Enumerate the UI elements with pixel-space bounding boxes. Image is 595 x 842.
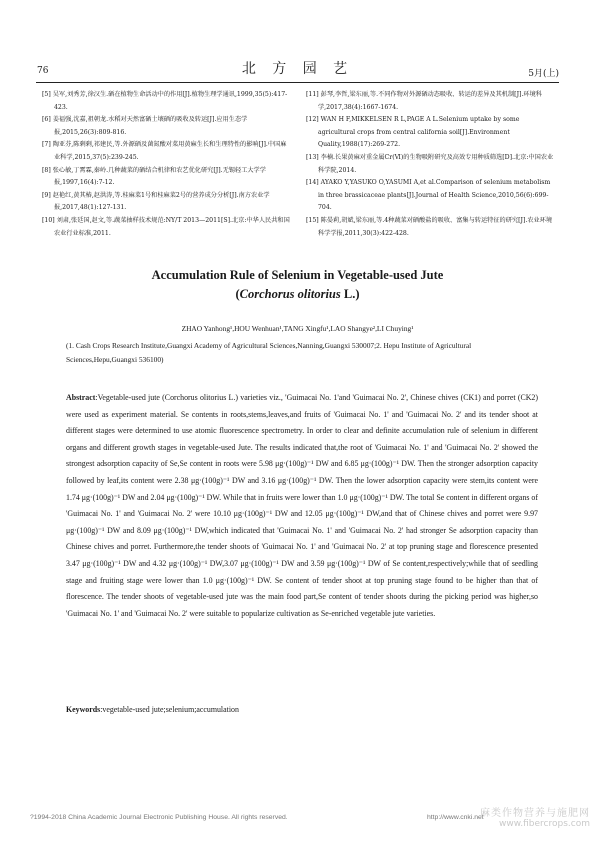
author-list: ZHAO Yanhong¹,HOU Wenhuan¹,TANG Xingfu¹,LAO Shangye²,LI Chuying¹ bbox=[181, 324, 414, 333]
watermark-line-2: www.fibercrops.com bbox=[499, 819, 590, 829]
reference-item: [15] 陈晏莉,胡斌,梁东丽,等.4种蔬菜对硒酸盐的吸收、富集与转运特征的研究[J].农业环境科学学报,2011,30(3):422-428. bbox=[306, 216, 553, 237]
reference-item: [13] 李楠.长果黄麻对重金属Cr(Ⅵ)的生物吸附研究及高效专用种质筛选[D].北京:中国农业科学院,2014. bbox=[306, 153, 554, 174]
issue-label: 5月(上) bbox=[528, 69, 559, 79]
reference-item: [8] 张心敏,丁霄霖,秦岭.几种蔬菜的硒结合机律和农艺优化研究[J].无锡轻工大学学报,1997,16(4):7-12. bbox=[42, 166, 266, 187]
species-name: Corchorus olitorius bbox=[239, 287, 341, 301]
references-right-column bbox=[306, 89, 558, 240]
copyright-footer: ?1994-2018 China Academic Journal Electronic Publishing House. All rights reserved. bbox=[30, 814, 288, 821]
abstract-text: :Vegetable-used jute (Corchorus olitorius L.) varieties viz., 'Guimacai No. 1'and 'Guimacai No. 2', Chinese chives (CK1) and porret (CK2) were used as experiment material. Se contents in roots,stems,leaves,and fruits of 'Guimacai No. 1' and 'Guimacai No. 2' and its tender shoot at different stages were determined to use atomic fluorescence spectrometry. In order to clear and definite accumulation rule of selenium in different organs and different growth stages in vegetable-used Jute. The results indicated that,the root of 'Guimacai No. 1' and 'Guimacai No. 2' showed the strongest adsorption capacity of Se,Se content in roots were 5.98 μg·(100g)⁻¹ DW and 6.85 μg·(100g)⁻¹ DW. Then the stronger adsorption capacity followed by leaf,its content were 2.38 μg·(100g)⁻¹ DW and 3.16 μg·(100g)⁻¹ DW. Then the lower adsorption capacity were stem,its content were 1.74 μg·(100g)⁻¹ DW and 2.04 μg·(100g)⁻¹ DW. While that in fruits were lower than 1.0 μg·(100g)⁻¹ DW. The total Se content in different organs of 'Guimacai No. 1' and 'Guimacai No. 2' were 10.10 μg·(100g)⁻¹ DW and 12.05 μg·(100g)⁻¹ DW,and that of Chinese chives and porret were 9.97 μg·(100g)⁻¹ DW and 8.09 μg·(100g)⁻¹ DW,which indicated that 'Guimacai No. 1' and 'Guimacai No. 2' had stronger Se adsorption capacity than Chinese chives and porret. Furthermore,the tender shoots of 'Guimacai No. 1' and 'Guimacai No. 2' at top pruning stage and florescence presented 3.47 μg·(100g)⁻¹ DW and 4.32 μg·(100g)⁻¹ DW,3.07 μg·(100g)⁻¹ DW and 3.59 μg·(100g)⁻¹ DW of Se content,respectively;while that of seedling stage and fruiting stage were lower than 1.0 μg·(100g)⁻¹ DW. Se content of tender shoot at top pruning stage found to be higher than that of florescence. The tender shoots of vegetable-used jute was the main food part,Se content of tender shoots during the picking period was higher,so 'Guimacai No. 1' and 'Guimacai No. 2' were suitable to popularize cultivation as Se-enriched vegetable jute varieties. bbox=[66, 393, 538, 618]
watermark-line-1: 麻类作物营养与施肥网 bbox=[480, 808, 590, 819]
footer-url: http://www.cnki.net bbox=[427, 814, 484, 821]
page-number: 76 bbox=[37, 66, 49, 76]
subtitle-open-paren: ( bbox=[235, 287, 240, 301]
keywords-text: :vegetable-used jute;selenium;accumulation bbox=[100, 705, 239, 714]
reference-item: [12] WAN H F,MIKKELSEN R L,PAGE A L.Selenium uptake by some agricultural crops from central california soil[J].Environment Quality,1988(17):269-272. bbox=[306, 116, 520, 149]
abstract bbox=[66, 390, 538, 622]
reference-item: [6] 姜福强,沈嘉,祖朝龙.水稻对天然富硒土壤硒的吸收及转运[J].应用生态学报,2015,26(3):809-816. bbox=[42, 116, 248, 136]
article-subtitle bbox=[0, 287, 595, 302]
watermark bbox=[470, 804, 590, 829]
reference-item: [9] 赵艳红,黄其椿,赵洪涛,等.桂麻菜1号和桂麻菜2号的营养成分分析[J].南方农业学报,2017,48(1):127-131. bbox=[42, 191, 270, 212]
subtitle-close: L.) bbox=[340, 287, 360, 301]
reference-item: [11] 彭琴,李哲,梁东丽,等.不同作物对外源硒动态吸收、转运的差异及其机制[J].环境科学,2017,38(4):1667-1674. bbox=[306, 91, 542, 111]
reference-item: [10] 刘肃,张廷国,赵文,等.蔬菜抽样技术规范:NY/T 2013—2011[S].北京:中华人民共和国农业行业标准,2011. bbox=[42, 216, 290, 237]
reference-item: [7] 陶亚芬,陈剩剩,祁建民,等.外源硒及菌氮酸对菜用黄麻生长和生理特性的影响[J].中国麻业科学,2015,37(5):239-245. bbox=[42, 141, 287, 161]
references-left-column bbox=[42, 89, 290, 240]
keywords bbox=[66, 705, 538, 714]
article-title: Accumulation Rule of Selenium in Vegetable-used Jute bbox=[151, 268, 444, 282]
abstract-label: Abstract bbox=[66, 393, 96, 402]
keywords-label: Keywords bbox=[66, 705, 101, 714]
affiliations: (1. Cash Crops Research Institute,Guangxi Academy of Agricultural Sciences,Nanning,Guangxi 530007;2. Hepu Institute of Agricultural Sciences,Hepu,Guangxi 536100) bbox=[66, 341, 472, 364]
journal-name: 北 方 园 艺 bbox=[241, 61, 354, 77]
header-rule bbox=[36, 82, 559, 83]
reference-item: [5] 吴军,刘秀芳,徐汉生.硒在植物生命活动中的作用[J].植物生理学通讯,1999,35(5):417-423. bbox=[42, 91, 288, 111]
reference-item: [14] AYAKO Y,YASUKO O,YASUMI A,et al.Comparison of selenium metabolism in three brassicaceae plants[J].Journal of Health Science,2010,56(6):699-704. bbox=[306, 179, 551, 212]
